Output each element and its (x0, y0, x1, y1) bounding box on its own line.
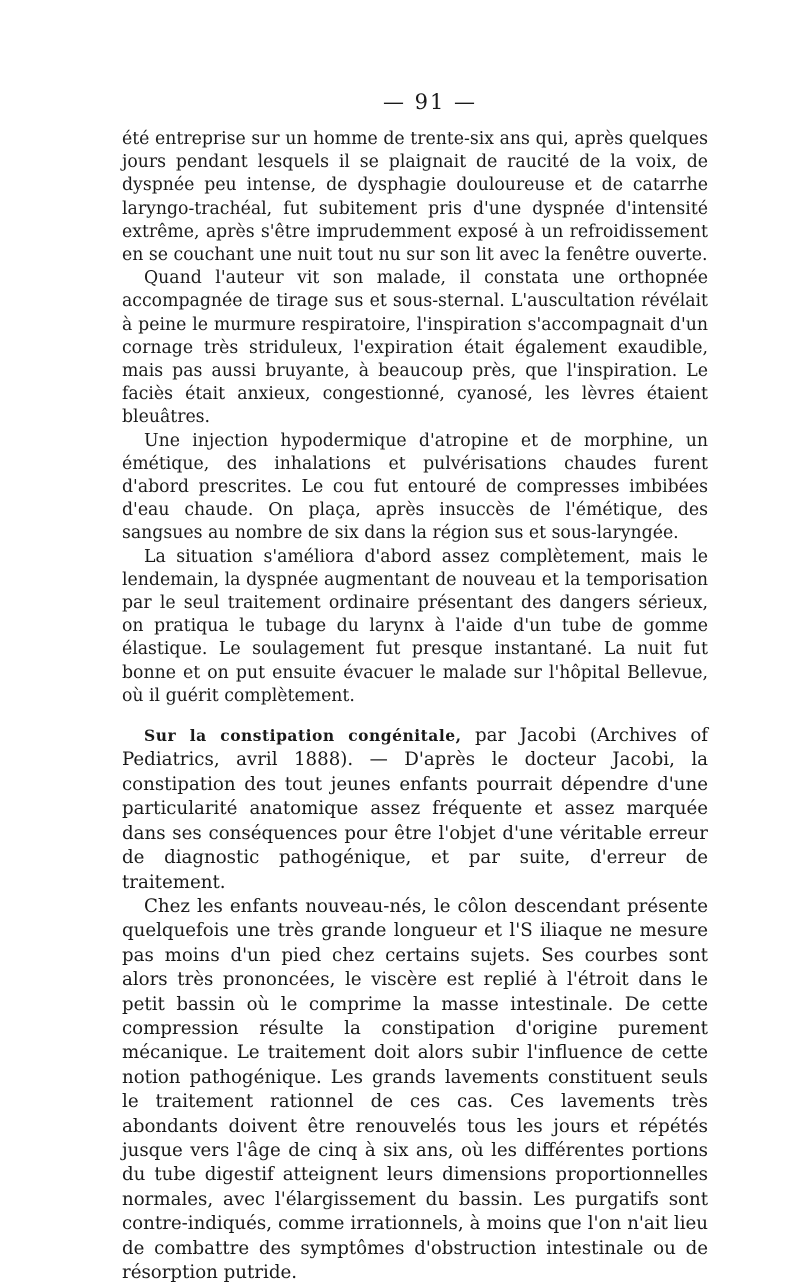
paragraph-constipation-intro (122, 724, 708, 895)
paragraph-continuation: été entreprise sur un homme de trente-six ans qui, après quelques jours pendant lesquels il se plaignait de raucité de la voix, de dyspnée peu intense, de dysphagie douloureuse et de catarrhe laryngo-trachéal, fut subitement pris d'une dyspnée d'intensité extrême, après s'être imprudemment exposé à un refroidissement en se couchant une nuit tout nu sur son lit avec la fenêtre ouverte. (122, 129, 708, 266)
section-title: Sur la constipation congénitale, (144, 726, 462, 746)
paragraph-newborns: Chez les enfants nouveau-nés, le côlon descendant présente quelquefois une très grande longueur et l'S iliaque ne mesure pas moins d'un pied chez certains sujets. Ses courbes sont alors très prononcées, le viscère est replié à l'étroit dans le petit bassin où le comprime la masse intestinale. De cette compression résulte la constipation d'origine purement mécanique. Le traitement doit alors subir l'influence de cette notion pathogénique. Les grands lavements constituent seuls le traitement rationnel de ces cas. Ces lavements très abondants doivent être renouvelés tous les jours et répétés jusque vers l'âge de cinq à six ans, où les différentes portions du tube digestif atteignent leurs dimensions proportionnelles normales, avec l'élargissement du bassin. Les purgatifs sont contre-indiqués, comme irrationnels, à moins que l'on n'ait lieu de combattre des symptômes d'obstruction intestinale ou de résorption putride. (122, 895, 708, 1284)
section-intro-text: par Jacobi (Archives of Pediatrics, avril 1888). — D'après le docteur Jacobi, la constipation des tout jeunes enfants pourrait dépendre d'une particularité anatomique assez fréquente et assez marquée dans ses conséquences pour être l'objet d'une véritable erreur de diagnostic pathogénique, et par suite, d'erreur de traitement. (122, 725, 709, 893)
page-number: — 91 — (382, 90, 478, 114)
paragraph-examination: Quand l'auteur vit son malade, il constata une orthopnée accompagnée de tirage sus et sous-sternal. L'auscultation révélait à peine le murmure respiratoire, l'inspiration s'accompagnait d'un cornage très striduleux, l'expiration était également exaudible, mais pas aussi bruyante, à beaucoup près, que l'inspiration. Le faciès était anxieux, congestionné, cyanosé, les lèvres étaient bleuâtres. (122, 268, 708, 428)
paragraph-treatment: Une injection hypodermique d'atropine et de morphine, un émétique, des inhalations et pulvérisations chaudes furent d'abord prescrites. Le cou fut entouré de compresses imbibées d'eau chaude. On plaça, après insuccès de l'émétique, des sangsues au nombre de six dans la région sus et sous-laryngée. (122, 430, 708, 544)
paragraph-outcome: La situation s'améliora d'abord assez complètement, mais le lendemain, la dyspnée augmentant de nouveau et la temporisation par le seul traitement ordinaire présentant des dangers sérieux, on pratiqua le tubage du larynx à l'aide d'un tube de gomme élastique. Le soulagement fut presque instantané. La nuit fut bonne et on put ensuite évacuer le malade sur l'hôpital Bellevue, où il guérit complètement. (122, 546, 708, 706)
